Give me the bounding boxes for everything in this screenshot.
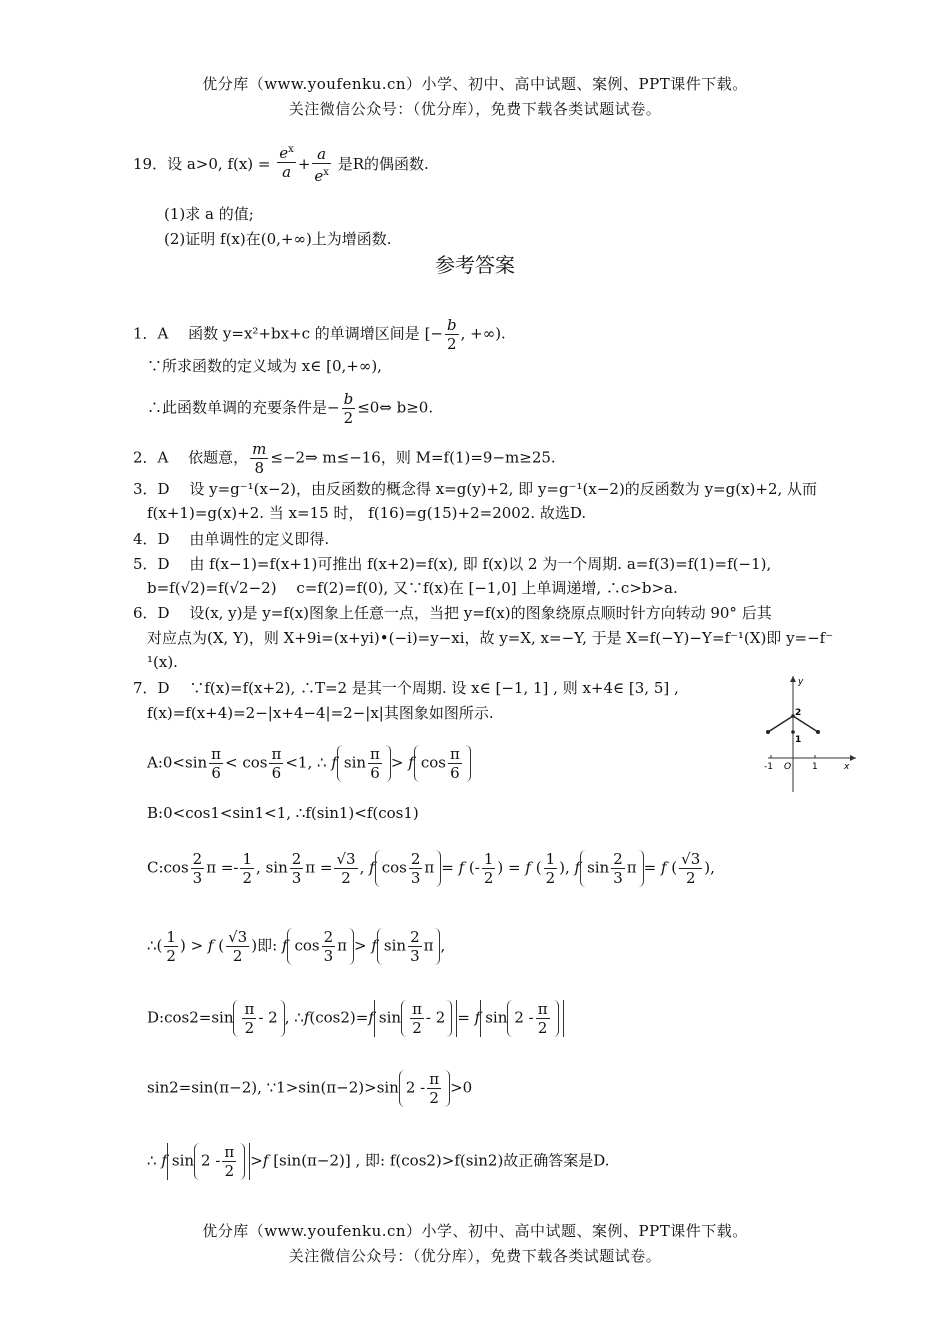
graph-label-pos1: 1 [812, 762, 818, 772]
q19-stem: 19．设 a>0, f(x) = $\frac{e^x}{a}$ + $\frac{a}{e^x}$ 是R的偶函数. [133, 145, 429, 185]
sin2-end: >0 [450, 1078, 473, 1097]
page-footer-line2: 关注微信公众号：（优分库），免费下载各类试题试卷。 [288, 1247, 662, 1265]
page-header-line1: 优分库（www.youfenku.cn）小学、初中、高中试题、案例、PPT课件下载。 [202, 75, 748, 93]
q19-part2: (2)证明 f(x)在(0,+∞)上为增函数. [164, 230, 392, 248]
answer-1-text-d: ≤0⇔ b≥0. [357, 398, 434, 417]
bar-cos-pi6: cos $\frac{\pi}{6}$ [414, 745, 471, 782]
answer-3-line1: 3．D 设 y=g⁻¹(x−2)，由反函数的概念得 x=g(y)+2, 即 y=g⁻¹(x−2)的反函数为 y=g(x)+2, 从而 [133, 480, 818, 498]
option-a-mid: < cos [225, 753, 268, 772]
graph-label-origin: O [784, 762, 792, 772]
answer-5-line1: 5．D 由 f(x−1)=f(x+1)可推出 f(x+2)=f(x), 即 f(x)以 2 为一个周期. a=f(3)=f(1)=f(−1), [133, 555, 772, 573]
answer-2 [133, 440, 556, 477]
graph-label-2: 2 [795, 708, 802, 718]
option-b: B:0<cos1<sin1<1, ∴f(sin1)<f(cos1) [147, 804, 419, 822]
option-d-text: D:cos2=sin [147, 1008, 234, 1027]
fraction-m-over-8: $\frac{m}{8}$ [252, 440, 267, 477]
sin2-text: sin2=sin(π−2), ∵1>sin(π−2)>sin [147, 1078, 399, 1097]
answer-1-line2: ∵所求函数的定义域为 x∈ [0,+∞), [147, 357, 382, 375]
option-c: C:cos $\frac{2}{3}$ π =- $\frac{1}{2}$ , sin $\frac{2}{3}$ π = $\frac{√3}{2}$ , f cos $\frac{2}{3}$ π = f (- $\frac{1}{2}$ ) = f ( $\frac{1}{2}$ ), f sin $\frac{2}{3}$ π = f ( $\frac{√3}{2}$ ), [147, 850, 715, 887]
x-axis-arrow-icon [850, 755, 856, 761]
y-axis-arrow-icon [790, 676, 796, 682]
point-left [766, 730, 770, 734]
option-d: D:cos2=sin $\frac{\pi}{2}$ - 2 , ∴f(cos2)=f sin $\frac{\pi}{2}$ - 2 = f sin 2 - $\frac{\pi}{2}$ [147, 1000, 564, 1037]
answer-1-text-c: ∴此函数单调的充要条件是− [147, 398, 340, 417]
graph-label-neg1: -1 [764, 762, 773, 772]
answer-1-text-b: , +∞). [460, 324, 506, 343]
final-conclusion: ∴ f sin 2 - $\frac{\pi}{2}$ >f [sin(π−2)] , 即: f(cos2)>f(sin2)故正确答案是D. [147, 1143, 610, 1180]
fraction-b-over-2-b: $\frac{b}{2}$ [343, 390, 354, 427]
answers-title: 参考答案 [435, 253, 515, 277]
answer-1-line3 [147, 390, 433, 427]
q19-fraction-2: $\frac{a}{e^x}$ [314, 145, 329, 185]
point-mid [791, 730, 795, 734]
q19-label: 19．设 a>0, f(x) = [133, 155, 271, 173]
answer-6-line3: ¹(x). [147, 653, 178, 671]
page-footer-line1: 优分库（www.youfenku.cn）小学、初中、高中试题、案例、PPT课件下载。 [202, 1222, 748, 1240]
sin2-line: sin2=sin(π−2), ∵1>sin(π−2)>sin 2 - $\frac{\pi}{2}$ >0 [147, 1070, 473, 1107]
point-right [816, 730, 820, 734]
option-a-end: <1, ∴ [285, 753, 327, 772]
answer-1-line1 [133, 316, 506, 353]
answer-2-text-b: ≤−2⇒ m≤−16，则 M=f(1)=9−m≥25. [270, 448, 556, 467]
graph-label-x: x [844, 762, 850, 772]
answer-6-line2: 对应点为(X, Y)，则 X+9i=(x+yi)•(−i)=y−xi，故 y=X, x=−Y, 于是 X=f(−Y)−Y=f⁻¹(X)即 y=−f⁻ [147, 629, 834, 647]
option-c-conclusion: ∴( $\frac{1}{2}$ ) > f ( $\frac{√3}{2}$ )即: f cos $\frac{2}{3}$ π > f sin $\frac{2}{3}$ π , [147, 928, 446, 965]
answer-6-line1: 6．D 设(x, y)是 y=f(x)图象上任意一点，当把 y=f(x)的图象绕原点顺时针方向转动 90° 后其 [133, 604, 772, 622]
answer-1-text-a: 1．A 函数 y=x²+bx+c 的单调增区间是 [− [133, 324, 443, 343]
option-c-text: C:cos [147, 858, 189, 877]
answer-4: 4．D 由单调性的定义即得. [133, 530, 330, 548]
final-conclusion-text: ] , 即: f(cos2)>f(sin2)故正确答案是D. [344, 1151, 610, 1170]
graph-label-1: 1 [795, 735, 802, 745]
q19-tail: 是R的偶函数. [337, 155, 429, 173]
option-a: A:0<sin $\frac{\pi}{6}$ < cos $\frac{\pi}{6}$ <1, ∴ f sin $\frac{\pi}{6}$ > f cos $\frac{\pi}{6}$ [147, 745, 471, 782]
function-graph [760, 672, 860, 794]
page-header-line2: 关注微信公众号：（优分库），免费下载各类试题试卷。 [288, 100, 662, 118]
answer-7-line2: f(x)=f(x+4)=2−|x+4−4|=2−|x|其图象如图所示. [147, 704, 494, 722]
option-a-text: A:0<sin [147, 753, 208, 772]
answer-5-line2: b=f(√2)=f(√2−2) c=f(2)=f(0), 又∵f(x)在 [−1,0] 上单调递增, ∴c>b>a. [147, 579, 678, 597]
fraction-b-over-2: $\frac{b}{2}$ [446, 316, 457, 353]
answer-7-line1: 7．D ∵f(x)=f(x+2), ∴T=2 是其一个周期. 设 x∈ [−1, 1] , 则 x+4∈ [3, 5] , [133, 679, 679, 697]
frac-pi-6: $\frac{\pi}{6}$ [211, 745, 222, 782]
answer-3-line2: f(x+1)=g(x)+2. 当 x=15 时， f(16)=g(15)+2=2002. 故选D. [147, 504, 587, 522]
q19-part1: (1)求 a 的值; [164, 205, 254, 223]
q19-fraction-1: $\frac{e^x}{a}$ [277, 141, 296, 181]
bar-sin-pi6: sin $\frac{\pi}{6}$ [337, 745, 391, 782]
answer-2-text-a: 2．A 依题意， [133, 448, 249, 467]
graph-label-y: y [798, 677, 804, 687]
frac-pi-6-b: $\frac{\pi}{6}$ [271, 745, 282, 782]
